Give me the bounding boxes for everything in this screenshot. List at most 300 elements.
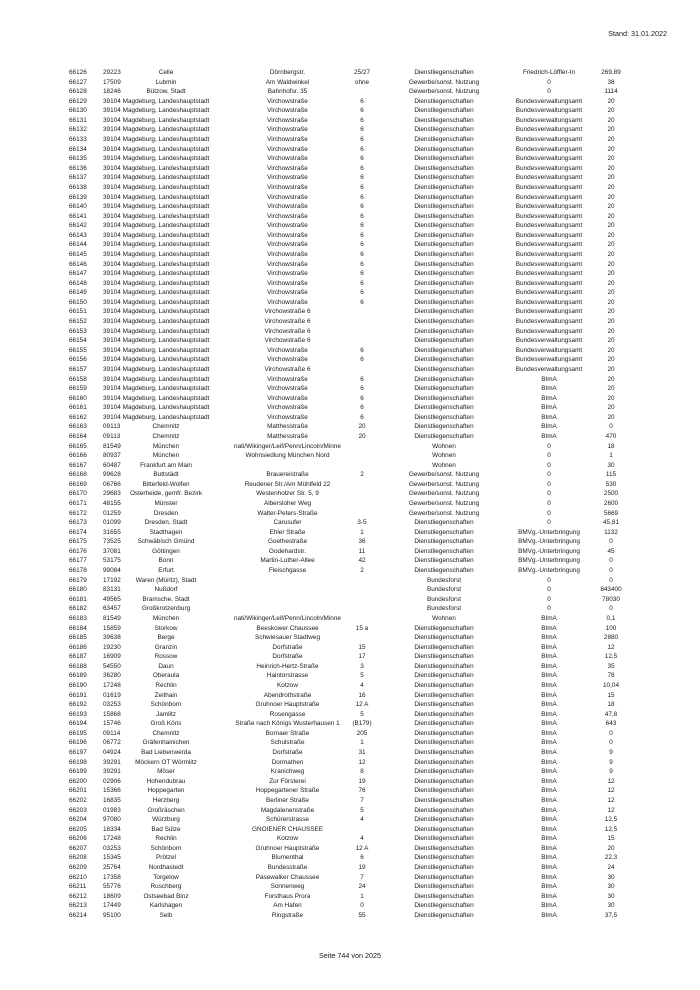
usage-type-cell: Gewerbe/sonst. Nutzung	[408, 490, 480, 498]
house-number-cell: 31	[358, 749, 366, 757]
owner-cell: BImA	[541, 404, 557, 412]
row-id-cell: 66139	[69, 193, 87, 201]
street-cell: Virchowstraße	[267, 203, 308, 211]
postal-code-cell: 18246	[103, 88, 121, 96]
row-id-cell: 66186	[69, 643, 87, 651]
city-cell: Jamlitz	[156, 710, 176, 718]
row-id-cell: 66209	[69, 863, 87, 871]
owner-cell: Bundesverwaltungsamt	[515, 270, 583, 278]
table-row	[0, 499, 700, 509]
usage-type-cell: Dienstliegenschaften	[414, 787, 474, 795]
table-row	[0, 375, 700, 385]
house-number-cell: 20	[358, 432, 366, 440]
postal-code-cell: 53175	[103, 557, 121, 565]
table-row	[0, 279, 700, 289]
usage-type-cell: Dienstliegenschaften	[414, 337, 474, 345]
usage-type-cell: Dienstliegenschaften	[414, 270, 474, 278]
table-row	[0, 796, 700, 806]
house-number-cell: 6	[360, 231, 364, 239]
table-row	[0, 509, 700, 519]
usage-type-cell: Dienstliegenschaften	[414, 107, 474, 115]
usage-type-cell: Dienstliegenschaften	[414, 423, 474, 431]
stand-date: Stand: 31.01.2022	[608, 29, 667, 38]
table-row	[0, 336, 700, 346]
row-id-cell: 66131	[69, 116, 87, 124]
area-value-cell: 12,5	[604, 653, 618, 661]
owner-cell: 0	[547, 500, 551, 508]
house-number-cell: 12 A	[355, 701, 369, 709]
postal-code-cell: 17449	[103, 902, 121, 910]
street-cell: Virchowstraße 6	[264, 308, 311, 316]
owner-cell: Bundesverwaltungsamt	[515, 289, 583, 297]
usage-type-cell: Gewerbe/sonst. Nutzung	[408, 78, 480, 86]
postal-code-cell: 31655	[103, 528, 121, 536]
row-id-cell: 66136	[69, 164, 87, 172]
city-cell: Rechlin	[155, 682, 177, 689]
row-id-cell: 66130	[69, 107, 87, 115]
postal-code-cell: 39104	[103, 203, 121, 211]
usage-type-cell: Dienstliegenschaften	[414, 356, 474, 364]
area-value-cell: 45	[607, 547, 615, 555]
city-cell: Buttstädt	[153, 471, 179, 479]
area-value-cell: 20	[607, 97, 615, 105]
city-cell: Magdeburg, Landeshauptstadt	[122, 212, 210, 220]
usage-type-cell: Dienstliegenschaften	[414, 720, 474, 728]
postal-code-cell: 39104	[103, 365, 121, 373]
city-cell: Magdeburg, Landeshauptstadt	[122, 346, 210, 354]
postal-code-cell: 03253	[103, 701, 121, 709]
street-cell: Am Waldwinkel	[265, 78, 310, 86]
area-value-cell: 0,1	[606, 614, 616, 622]
row-id-cell: 66135	[69, 155, 87, 163]
row-id-cell: 66192	[69, 701, 87, 709]
street-cell: Carusufer	[273, 519, 302, 527]
owner-cell: Bundesverwaltungsamt	[515, 126, 583, 134]
row-id-cell: 66188	[69, 662, 87, 670]
street-cell: Reudener Str./Am Mühlfeld 22	[244, 480, 331, 488]
table-row	[0, 355, 700, 365]
row-id-cell: 66210	[69, 873, 87, 881]
area-value-cell: 20	[607, 289, 615, 297]
owner-cell: Bundesverwaltungsamt	[515, 193, 583, 201]
street-cell: Dormathen	[271, 758, 304, 766]
table-row	[0, 624, 700, 634]
owner-cell: 0	[547, 595, 551, 603]
table-row	[0, 125, 700, 135]
city-cell: Nußdorf	[154, 586, 178, 594]
table-row	[0, 892, 700, 902]
area-value-cell: 12	[607, 643, 615, 651]
city-cell: Magdeburg, Landeshauptstadt	[122, 289, 210, 297]
usage-type-cell: Dienstliegenschaften	[414, 557, 474, 565]
house-number-cell: 6	[360, 116, 364, 124]
table-row	[0, 528, 700, 538]
postal-code-cell: 39104	[103, 337, 121, 345]
postal-code-cell: 99628	[103, 471, 121, 479]
row-id-cell: 66147	[69, 270, 87, 278]
street-cell: Virchowstraße	[267, 298, 308, 306]
row-id-cell: 66212	[69, 892, 87, 900]
table-row	[0, 173, 700, 183]
postal-code-cell: 55776	[103, 883, 121, 891]
table-row	[0, 700, 700, 710]
table-row	[0, 595, 700, 605]
postal-code-cell: 39104	[103, 413, 121, 421]
area-value-cell: 20	[607, 346, 615, 354]
owner-cell: BMVg.-Unterbringung	[518, 547, 580, 555]
postal-code-cell: 17192	[103, 576, 121, 584]
street-cell: Virchowstraße	[267, 155, 308, 163]
street-cell: Martin-Luther-Allee	[260, 557, 315, 565]
table-row	[0, 911, 700, 921]
street-cell: Straße nach Königs Wusterhausen 1	[235, 720, 340, 728]
owner-cell: Bundesverwaltungsamt	[515, 183, 583, 191]
city-cell: Zeithain	[154, 691, 178, 699]
house-number-cell: 6	[360, 404, 364, 412]
usage-type-cell: Dienstliegenschaften	[414, 375, 474, 383]
usage-type-cell: Dienstliegenschaften	[414, 241, 474, 249]
usage-type-cell: Dienstliegenschaften	[414, 289, 474, 297]
owner-cell: Bundesverwaltungsamt	[515, 318, 583, 326]
area-value-cell: 20	[607, 356, 615, 364]
street-cell: Gruhnoer Hauptstraße	[255, 844, 320, 852]
house-number-cell: 6	[360, 212, 364, 220]
owner-cell: BImA	[541, 662, 557, 670]
street-cell: Ehler Straße	[269, 528, 306, 536]
street-cell: nati/Wikinger/Leif/Penn/Lincoln/Minne	[234, 614, 341, 622]
city-cell: Granzin	[154, 643, 178, 651]
table-row	[0, 231, 700, 241]
usage-type-cell: Wohnen	[432, 452, 456, 460]
area-value-cell: 2880	[603, 634, 619, 642]
area-value-cell: 20	[607, 279, 615, 287]
area-value-cell: 12	[607, 787, 615, 795]
area-value-cell: 20	[607, 337, 615, 345]
row-id-cell: 66182	[69, 605, 87, 613]
city-cell: Dresden	[153, 509, 179, 517]
city-cell: München	[152, 452, 180, 460]
table-row	[0, 882, 700, 892]
street-cell: Virchowstraße	[267, 136, 308, 144]
area-value-cell: 20	[607, 308, 615, 316]
postal-code-cell: 39104	[103, 155, 121, 163]
area-value-cell: 1132	[604, 528, 618, 536]
house-number-cell: 0	[360, 902, 364, 910]
owner-cell: BImA	[541, 634, 557, 642]
area-value-cell: 1	[609, 452, 613, 460]
postal-code-cell: 18609	[103, 892, 121, 900]
row-id-cell: 66197	[69, 749, 87, 757]
street-cell: Virchowstraße	[267, 375, 308, 383]
area-value-cell: 20	[607, 212, 615, 220]
city-cell: Rechlin	[155, 835, 177, 843]
owner-cell: Bundesverwaltungsamt	[515, 107, 583, 115]
owner-cell: 0	[547, 605, 551, 613]
city-cell: Magdeburg, Landeshauptstadt	[122, 298, 210, 306]
area-value-cell: 20	[607, 164, 615, 172]
area-value-cell: 20	[607, 193, 615, 201]
owner-cell: Bundesverwaltungsamt	[515, 97, 583, 105]
city-cell: Osterheide, gemfr. Bezirk	[129, 490, 203, 498]
table-row	[0, 834, 700, 844]
postal-code-cell: 54550	[103, 662, 121, 670]
city-cell: Bitterfeld-Wolfen	[142, 480, 190, 488]
usage-type-cell: Dienstliegenschaften	[414, 749, 474, 757]
area-value-cell: 22,3	[604, 854, 618, 862]
owner-cell: BMVg.-Unterbringung	[518, 528, 580, 536]
house-number-cell: 6	[360, 854, 364, 862]
house-number-cell: 4	[360, 816, 364, 824]
usage-type-cell: Dienstliegenschaften	[414, 796, 474, 804]
house-number-cell: 6	[360, 97, 364, 105]
usage-type-cell: Dienstliegenschaften	[414, 164, 474, 172]
street-cell: Virchowstraße	[267, 231, 308, 239]
usage-type-cell: Dienstliegenschaften	[414, 710, 474, 718]
owner-cell: BImA	[541, 701, 557, 709]
house-number-cell: 205	[356, 729, 368, 737]
area-value-cell: 78	[607, 672, 615, 680]
usage-type-cell: Dienstliegenschaften	[414, 136, 474, 144]
street-cell: Virchowstraße	[267, 193, 308, 201]
usage-type-cell: Bundesforst	[426, 586, 462, 594]
usage-type-cell: Dienstliegenschaften	[414, 691, 474, 699]
street-cell: Virchowstraße	[267, 241, 308, 249]
table-row	[0, 863, 700, 873]
table-row	[0, 116, 700, 126]
row-id-cell: 66156	[69, 356, 87, 364]
row-id-cell: 66155	[69, 346, 87, 354]
house-number-cell: 6	[360, 174, 364, 182]
row-id-cell: 66183	[69, 614, 87, 622]
postal-code-cell: 39104	[103, 375, 121, 383]
area-value-cell: 530	[605, 480, 617, 488]
row-id-cell: 66213	[69, 902, 87, 910]
row-id-cell: 66201	[69, 787, 87, 795]
house-number-cell: 19	[358, 777, 366, 785]
street-cell: Virchowstraße	[267, 116, 308, 124]
postal-code-cell: 39104	[103, 164, 121, 172]
postal-code-cell: 39104	[103, 298, 121, 306]
row-id-cell: 66166	[69, 452, 87, 460]
street-cell: Kotzow	[277, 835, 298, 843]
row-id-cell: 66134	[69, 145, 87, 153]
row-id-cell: 66168	[69, 471, 87, 479]
city-cell: Oberaula	[152, 672, 180, 680]
house-number-cell: 4	[360, 682, 364, 689]
owner-cell: 0	[547, 509, 551, 517]
street-cell: Westenholzer Str. 5, 9	[256, 490, 319, 498]
owner-cell: Bundesverwaltungsamt	[515, 164, 583, 172]
house-number-cell: 25/27	[354, 69, 370, 76]
row-id-cell: 66176	[69, 547, 87, 555]
table-row	[0, 403, 700, 413]
owner-cell: Bundesverwaltungsamt	[515, 260, 583, 268]
city-cell: Möser	[157, 768, 175, 776]
table-row	[0, 777, 700, 787]
house-number-cell: 6	[360, 289, 364, 297]
row-id-cell: 66195	[69, 729, 87, 737]
city-cell: Magdeburg, Landeshauptstadt	[122, 155, 210, 163]
city-cell: Groß Köris	[150, 720, 182, 728]
city-cell: Karlshagen	[149, 902, 183, 910]
area-value-cell: 12	[607, 777, 615, 785]
area-value-cell: 20	[607, 318, 615, 326]
row-id-cell: 66193	[69, 710, 87, 718]
postal-code-cell: 39104	[103, 250, 121, 258]
area-value-cell: 78030	[602, 595, 620, 603]
street-cell: Dorfstraße	[272, 749, 303, 757]
city-cell: Magdeburg, Landeshauptstadt	[122, 413, 210, 421]
row-id-cell: 66172	[69, 509, 87, 517]
area-value-cell: 20	[607, 250, 615, 258]
area-value-cell: 12,5	[604, 825, 618, 833]
house-number-cell: 36	[358, 538, 366, 546]
house-number-cell: (B179)	[352, 720, 372, 728]
owner-cell: BImA	[541, 672, 557, 680]
owner-cell: 0	[547, 461, 551, 469]
street-cell: Abendrothstraße	[263, 691, 312, 699]
row-id-cell: 66181	[69, 595, 87, 603]
area-value-cell: 0	[609, 739, 613, 747]
owner-cell: Bundesverwaltungsamt	[515, 145, 583, 153]
city-cell: Schönborn	[150, 701, 182, 709]
postal-code-cell: 17248	[103, 835, 121, 843]
owner-cell: BImA	[541, 825, 557, 833]
table-row	[0, 346, 700, 356]
table-row	[0, 901, 700, 911]
usage-type-cell: Dienstliegenschaften	[414, 413, 474, 421]
area-value-cell: 20	[607, 844, 615, 852]
city-cell: Berge	[157, 634, 175, 642]
row-id-cell: 66199	[69, 768, 87, 776]
owner-cell: BImA	[541, 806, 557, 814]
usage-type-cell: Dienstliegenschaften	[414, 806, 474, 814]
street-cell: Am Hafen	[273, 902, 302, 910]
row-id-cell: 66194	[69, 720, 87, 728]
row-id-cell: 66205	[69, 825, 87, 833]
city-cell: Magdeburg, Landeshauptstadt	[122, 164, 210, 172]
table-row	[0, 662, 700, 672]
city-cell: Hoppegarten	[147, 787, 185, 795]
usage-type-cell: Dienstliegenschaften	[414, 193, 474, 201]
owner-cell: Friedrich-Löffler-In	[522, 69, 576, 76]
street-cell: Schulstraße	[270, 739, 305, 747]
area-value-cell: 0	[609, 538, 613, 546]
owner-cell: BImA	[541, 682, 557, 689]
postal-code-cell: 39104	[103, 145, 121, 153]
owner-cell: BMVg.-Unterbringung	[518, 538, 580, 546]
table-row	[0, 556, 700, 566]
area-value-cell: 115	[605, 471, 617, 479]
area-value-cell: 0	[609, 557, 613, 565]
row-id-cell: 66174	[69, 528, 87, 536]
table-row	[0, 442, 700, 452]
owner-cell: Bundesverwaltungsamt	[515, 346, 583, 354]
street-cell: Virchowstraße 6	[264, 318, 311, 326]
area-value-cell: 20	[607, 183, 615, 191]
street-cell: Magdalenenstraße	[260, 806, 315, 814]
owner-cell: Bundesverwaltungsamt	[515, 298, 583, 306]
street-cell: Matthesstraße	[267, 432, 308, 440]
owner-cell: 0	[547, 452, 551, 460]
usage-type-cell: Dienstliegenschaften	[414, 97, 474, 105]
table-row	[0, 576, 700, 586]
usage-type-cell: Dienstliegenschaften	[414, 729, 474, 737]
row-id-cell: 66138	[69, 183, 87, 191]
row-id-cell: 66157	[69, 365, 87, 373]
street-cell: Bahnhofsr. 35	[267, 88, 308, 96]
table-row	[0, 767, 700, 777]
postal-code-cell: 04924	[103, 749, 121, 757]
row-id-cell: 66207	[69, 844, 87, 852]
postal-code-cell: 60487	[103, 461, 121, 469]
house-number-cell: 3-5	[357, 519, 367, 527]
city-cell: Magdeburg, Landeshauptstadt	[122, 193, 210, 201]
city-cell: Magdeburg, Landeshauptstadt	[122, 174, 210, 182]
street-cell: Virchowstraße	[267, 413, 308, 421]
postal-code-cell: 39104	[103, 193, 121, 201]
city-cell: Hohendubrau	[146, 777, 186, 785]
row-id-cell: 66185	[69, 634, 87, 642]
street-cell: Virchowstraße	[267, 250, 308, 258]
city-cell: Selb	[159, 911, 173, 919]
postal-code-cell: 39104	[103, 241, 121, 249]
city-cell: Magdeburg, Landeshauptstadt	[122, 327, 210, 335]
street-cell: Albersloher Weg	[263, 500, 312, 508]
row-id-cell: 66146	[69, 260, 87, 268]
owner-cell: BImA	[541, 720, 557, 728]
owner-cell: BImA	[541, 385, 557, 393]
row-id-cell: 66191	[69, 691, 87, 699]
house-number-cell: 1	[360, 892, 364, 900]
street-cell: Virchowstraße	[267, 270, 308, 278]
table-row	[0, 78, 700, 88]
usage-type-cell: Dienstliegenschaften	[414, 404, 474, 412]
postal-code-cell: 39104	[103, 318, 121, 326]
owner-cell: Bundesverwaltungsamt	[515, 155, 583, 163]
owner-cell: BImA	[541, 902, 557, 910]
owner-cell: BImA	[541, 768, 557, 776]
street-cell: Heinrich-Hertz-Straße	[256, 662, 319, 670]
area-value-cell: 12	[607, 796, 615, 804]
table-row	[0, 97, 700, 107]
table-row	[0, 518, 700, 528]
house-number-cell: 16	[358, 691, 366, 699]
usage-type-cell: Dienstliegenschaften	[414, 126, 474, 134]
usage-type-cell: Dienstliegenschaften	[414, 538, 474, 546]
street-cell: Fleischgasse	[268, 567, 307, 575]
area-value-cell: 15	[607, 691, 615, 699]
house-number-cell: 5	[360, 710, 364, 718]
city-cell: Magdeburg, Landeshauptstadt	[122, 145, 210, 153]
postal-code-cell: 39104	[103, 136, 121, 144]
area-value-cell: 20	[607, 327, 615, 335]
area-value-cell: 2500	[603, 490, 619, 498]
street-cell: Virchowstraße	[267, 394, 308, 402]
postal-code-cell: 39291	[103, 758, 121, 766]
owner-cell: BImA	[541, 394, 557, 402]
postal-code-cell: 39104	[103, 231, 121, 239]
city-cell: Bad Liebenwerda	[141, 749, 191, 757]
street-cell: Virchowstraße	[267, 279, 308, 287]
usage-type-cell: Dienstliegenschaften	[414, 816, 474, 824]
city-cell: Chemnitz	[152, 729, 180, 737]
usage-type-cell: Dienstliegenschaften	[414, 298, 474, 306]
row-id-cell: 66145	[69, 250, 87, 258]
usage-type-cell: Dienstliegenschaften	[414, 116, 474, 124]
usage-type-cell: Dienstliegenschaften	[414, 768, 474, 776]
owner-cell: BImA	[541, 758, 557, 766]
